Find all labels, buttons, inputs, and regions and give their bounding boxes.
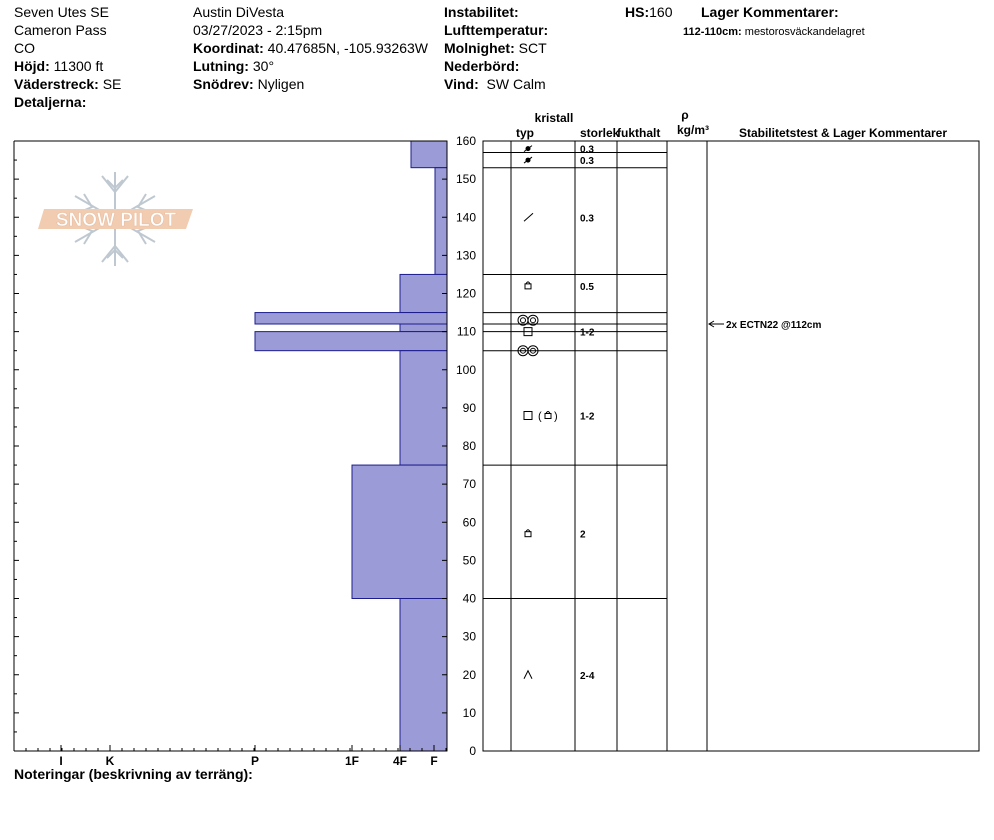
fc-box [545,414,551,419]
crystal-size: 0.3 [580,156,594,168]
region-name: Cameron Pass [14,22,107,38]
hardness-bar [435,168,447,275]
paren-close: ) [554,410,558,423]
precip-label: Nederbörd: [444,58,520,74]
fc-box [525,532,531,537]
hardness-tick-label: I [59,754,63,768]
height-tick-label: 10 [462,705,476,720]
crystal-symbol [524,411,558,423]
height-tick-label: 80 [462,439,476,453]
mf-ring-inner [531,318,536,323]
layer-comment: 112-110cm: mestorosväckandelagret [683,26,865,38]
crystal-size: 0.5 [580,281,594,293]
hardness-tick-label: 1F [344,754,360,768]
height-tick-label: 20 [462,667,476,682]
coordinate-field: Koordinat: 40.47685N, -105.93263W [193,40,428,56]
hardness-bar [255,313,447,324]
crystal-size: 2-4 [580,670,595,682]
height-tick-label: 60 [462,515,476,530]
height-tick-label: 110 [456,324,476,339]
height-tick-label: 90 [462,400,476,415]
crystal-size: 1-2 [580,327,595,339]
logo-text: SNOW PILOT [55,210,177,231]
size-header: storlek [580,126,620,140]
fc-box [525,284,531,289]
height-tick-label: 30 [462,629,476,644]
hardness-bar [400,324,447,332]
crystal-symbol [524,157,532,163]
cloud-field: Molnighet: SCT [444,40,547,56]
crystal-size: 0.3 [580,144,594,156]
snowpilot-logo [38,172,193,266]
state-name: CO [14,40,35,56]
hardness-tick-label: P [250,754,260,768]
hardness-tick-label: 4F [392,754,408,768]
hardness-tick-label: K [105,754,115,768]
density-unit-header: kg/m³ [676,123,710,137]
crystal-header: kristall [534,111,574,125]
height-tick-label: 130 [455,248,476,263]
observer-name: Austin DiVesta [193,4,285,20]
height-tick-label: 100 [455,362,476,377]
observation-datetime: 03/27/2023 - 2:15pm [193,22,323,38]
crystal-symbol [518,346,538,356]
wind-field: Vind: SW Calm [444,76,546,92]
hardness-tick-label: F [430,754,438,768]
hardness-bar [400,599,447,752]
paren-open: ( [538,410,542,423]
dh-chevron [524,671,532,679]
crystal-symbol [525,530,531,537]
crystal-size: 2 [580,529,586,541]
stability-header: Stabilitetstest & Lager Kommentarer [738,126,948,140]
crystal-size: 0.3 [580,213,594,225]
hardness-bar [255,332,447,351]
height-tick-label: 120 [455,286,476,301]
df-dot [526,158,531,163]
crystal-size: 1-2 [580,411,595,423]
df-dot [526,146,531,151]
air-temp-label: Lufttemperatur: [444,22,549,38]
crystal-symbol [524,671,532,679]
instability-label: Instabilitet: [444,4,519,20]
crystal-symbol [524,146,532,152]
type-header: typ [516,126,534,140]
height-tick-label: 160 [455,134,476,148]
hs-field: HS:160 [625,4,673,20]
elevation-field: Höjd: 11300 ft [14,58,104,74]
hardness-bar [352,465,447,598]
height-tick-label: 70 [462,477,476,492]
fcso-box [524,412,532,420]
mf-ring-inner [521,318,526,323]
height-tick-label: 140 [455,210,476,225]
hardness-bar [411,141,447,168]
height-tick-label: 50 [462,553,476,568]
rg-stroke [524,213,533,221]
moisture-header: fukthalt [617,126,661,140]
crystal-symbol [525,282,531,289]
rho-header: ρ [681,108,689,122]
layer-table-frame [483,141,707,751]
slope-field: Lutning: 30° [193,58,275,74]
details-label: Detaljerna: [14,94,87,110]
hardness-bar [400,274,447,312]
hardness-bar [400,351,447,465]
drift-field: Snödrev: Nyligen [193,76,305,92]
height-tick-label: 0 [469,744,476,758]
crystal-symbol [524,213,533,221]
layer-comments-label: Lager Kommentarer: [701,4,839,20]
height-tick-label: 40 [462,591,476,606]
stability-test-label: 2x ECTN22 @112cm [726,320,822,331]
notes-label: Noteringar (beskrivning av terräng): [14,766,253,782]
aspect-field: Väderstreck: SE [14,76,122,92]
location-name: Seven Utes SE [14,4,109,20]
stability-frame [707,141,979,751]
height-tick-label: 150 [455,172,476,187]
